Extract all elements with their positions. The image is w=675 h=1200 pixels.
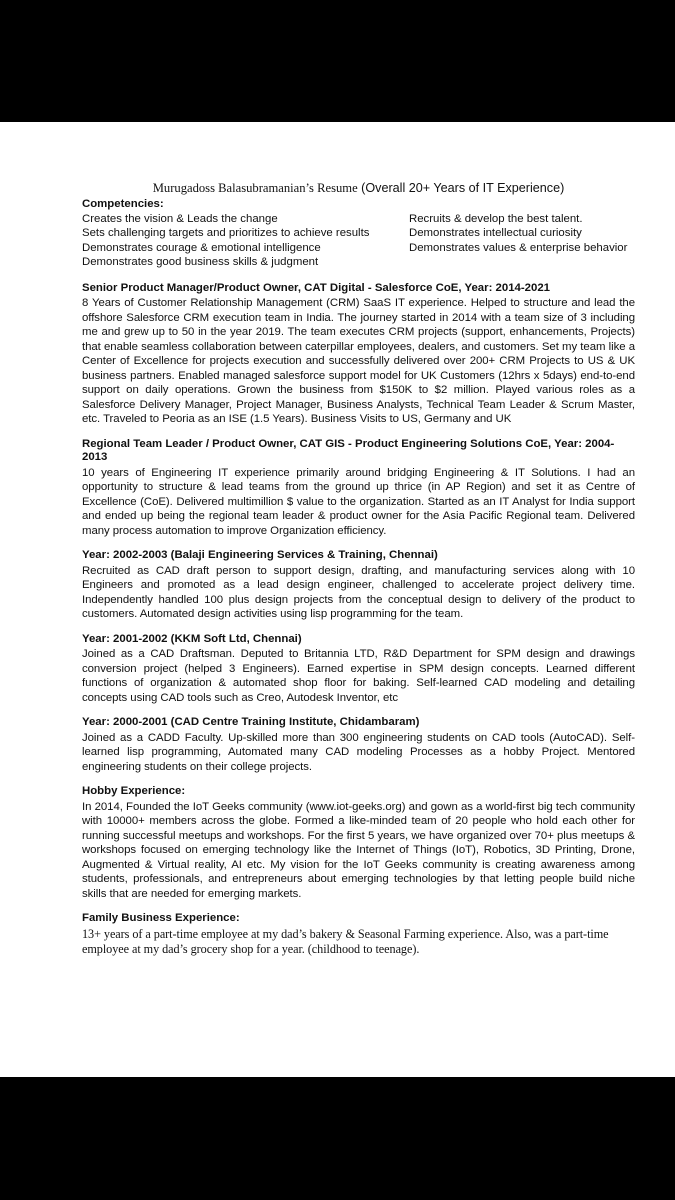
section-cad-centre [82, 716, 635, 774]
section-heading: Year: 2002-2003 (Balaji Engineering Services & Training, Chennai) [82, 549, 438, 561]
section-body: In 2014, Founded the IoT Geeks community (www.iot-geeks.org) and gown as a world-first big tech community with 10000+ members across the globe. Formed a like-minded team of 20 people who hold each other for running successful meetups and workshops. For the first 5 years, we have organized over 70+ plus meetups & workshops focused on emerging technology like the Internet of Things (IoT), Robotics, 3D Printing, Drone, Augmented & Virtual reality, AI etc. My vision for the IoT Geeks community is creating awareness among students, professionals, and entrepreneurs about emerging technologies by that letting people build niche skills that are needed for emerging markets. [82, 800, 635, 900]
section-body: 8 Years of Customer Relationship Management (CRM) SaaS IT experience. Helped to structure and lead the offshore Salesforce CRM execution team in India. The journey started in 2014 with a team size of 3 including me and grew up to 50 in the year 2019. The team executes CRM projects (support, enhancements, Projects) that enable seamless collaboration between caterpillar employees, dealers, and customers. Set my team like a Center of Excellence for projects execution and successfully delivered over 200+ CRM Projects to US & UK business partners. Enabled managed salesforce support model for UK Customers (12hrs x 5days) end-to-end support on daily operations. Grown the business from $150K to $2 million. Played various roles as a Salesforce Delivery Manager, Project Manager, Business Analysts, Technical Team Leader & Scrum Master, etc. Traveled to Peoria as an ISE (1.5 Years). Business Visits to US, Germany and UK [82, 297, 635, 425]
competency-item: Demonstrates good business skills & judgment [82, 256, 319, 268]
competency-item: Demonstrates courage & emotional intelligence [82, 241, 321, 254]
section-cat-digital [82, 282, 635, 427]
section-hobby [82, 785, 635, 901]
section-body: Recruited as CAD draft person to support design, drafting, and manufacturing services along with 10 Engineers and promoted as a lead design engineer, challenged to accelerate project delivery time. Independently handled 100 plus design projects from the conceptual design to delivery of the product to customers. Automated design activities using lisp programming for the team. [82, 564, 635, 620]
section-body: Joined as a CADD Faculty. Up-skilled more than 300 engineering students on CAD tools (AutoCAD). Self-learned lisp programming, Automated many CAD modeling Processes as a hobby Project. Mentored engineering students on their college projects. [82, 731, 635, 773]
section-heading: Year: 2000-2001 (CAD Centre Training Institute, Chidambaram) [82, 716, 420, 728]
section-heading: Senior Product Manager/Product Owner, CAT Digital - Salesforce CoE, Year: 2014-2021 [82, 281, 551, 294]
section-body: Joined as a CAD Draftsman. Deputed to Britannia LTD, R&D Department for SPM design and drawings conversion project (helped 3 Engineers). Earned expertise in SPM design concepts. Learned different functions of organization & automated shop floor for baking. Self-learned CAD modeling and detailing concepts using CAD tools such as Creo, Autodesk Inventor, etc [82, 648, 635, 704]
section-cat-gis [82, 438, 635, 539]
section-heading: Hobby Experience: [82, 785, 186, 797]
resume-page [0, 122, 675, 1077]
section-family-business [82, 912, 635, 957]
section-balaji [82, 549, 635, 622]
section-heading: Family Business Experience: [82, 912, 240, 924]
competencies-heading: Competencies: [82, 198, 164, 210]
competency-item: Sets challenging targets and prioritizes to achieve results [82, 227, 370, 239]
competencies-list [82, 212, 635, 270]
section-body: 10 years of Engineering IT experience primarily around bridging Engineering & IT Solutions. I had an opportunity to structure & lead teams from the ground up thrice (in AP Region) and set it as Centre of Excellence (CoE). Delivered multimillion $ value to the organization. Started as an IT Analyst for India support and ended up being the regional team leader & product owner for the Asia Pacific Regional team. Delivered many process automation to improve Organization efficiency. [82, 466, 635, 537]
section-kkm-soft [82, 633, 635, 706]
competency-item: Recruits & develop the best talent. [409, 212, 583, 225]
resume-title [82, 180, 635, 196]
section-heading: Regional Team Leader / Product Owner, CAT GIS - Product Engineering Solutions CoE, Year: 2004-2013 [82, 437, 615, 463]
section-body: 13+ years of a part-time employee at my dad’s bakery & Seasonal Farming experience. Also, was a part-time employee at my dad’s grocery shop for a year. (childhood to teenage). [82, 926, 609, 956]
competency-item: Demonstrates intellectual curiosity [409, 227, 582, 239]
resume-title-name: Murugadoss Balasubramanian’s Resume [152, 181, 358, 195]
competency-item: Demonstrates values & enterprise behavior [409, 241, 628, 254]
section-heading: Year: 2001-2002 (KKM Soft Ltd, Chennai) [82, 632, 302, 645]
resume-title-suffix: (Overall 20+ Years of IT Experience) [361, 181, 565, 195]
competency-item: Creates the vision & Leads the change [82, 212, 278, 225]
